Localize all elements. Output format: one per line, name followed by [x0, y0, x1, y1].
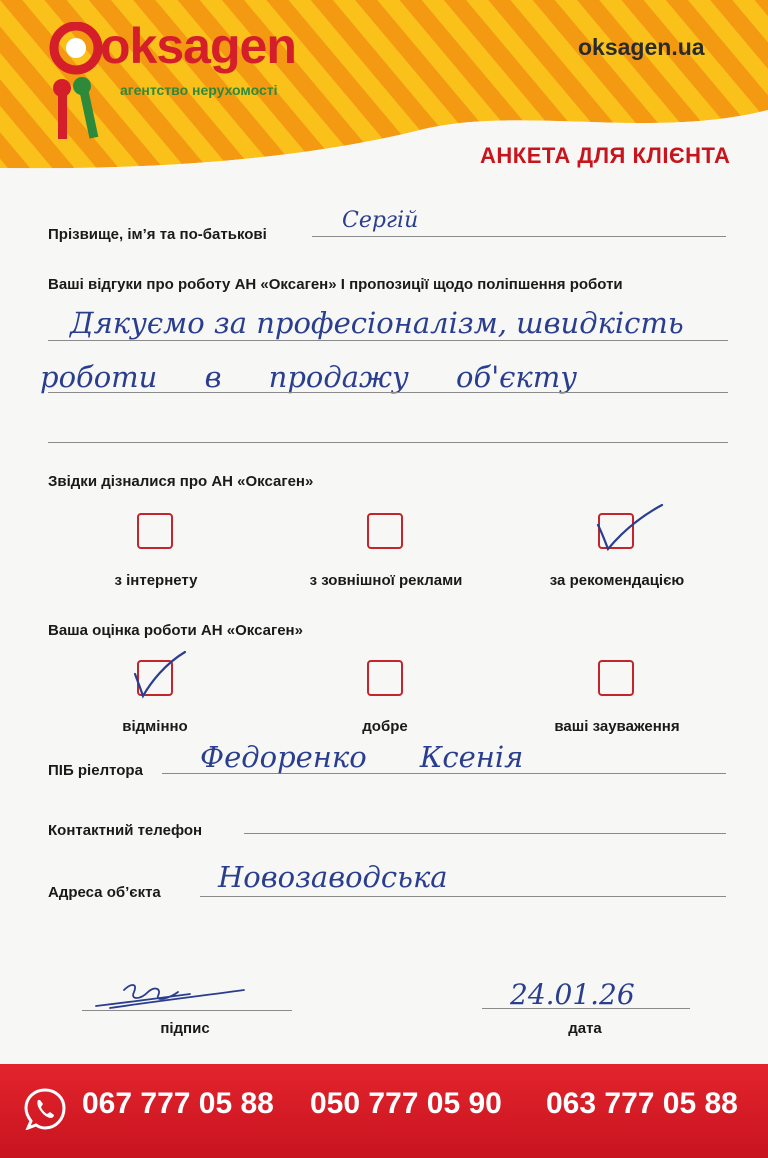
feedback-label: Ваші відгуки про роботу АН «Оксаген» І пропозиції щодо поліпшення роботи [48, 276, 623, 293]
feedback-rule-1 [48, 340, 728, 341]
check-mark-icon [596, 503, 666, 555]
source-ads-checkbox[interactable] [367, 513, 403, 549]
rating-remarks-label: ваші зауваження [554, 718, 680, 735]
check-mark-icon [133, 650, 189, 700]
rating-good-checkbox[interactable] [367, 660, 403, 696]
source-recommendation-checkbox[interactable] [598, 513, 634, 549]
logo-wordmark: oksagen [100, 18, 296, 74]
form-header [0, 0, 768, 175]
signature-line [82, 1010, 292, 1011]
name-line [312, 236, 726, 237]
realtor-value[interactable]: Федоренко Ксенія [200, 740, 524, 774]
feedback-line-1[interactable]: Дякуємо за професіоналізм, швидкість [70, 306, 684, 340]
phone-icon [24, 1088, 66, 1130]
form-title: АНКЕТА ДЛЯ КЛІЄНТА [480, 143, 731, 168]
rating-good-label: добре [362, 718, 408, 735]
realtor-label: ПІБ ріелтора [48, 762, 143, 779]
source-internet-label: з інтернету [114, 572, 198, 589]
address-label: Адреса об’єкта [48, 884, 161, 901]
source-recommendation-label: за рекомендацією [549, 572, 685, 589]
date-line [482, 1008, 690, 1009]
name-label: Прізвище, ім’я та по-батькові [48, 226, 267, 243]
rating-remarks-checkbox[interactable] [598, 660, 634, 696]
footer-phone-1[interactable]: 067 777 05 88 [82, 1087, 274, 1120]
address-value[interactable]: Новозаводська [218, 860, 448, 894]
handwritten-signature[interactable] [90, 978, 250, 1012]
feedback-rule-3 [48, 442, 728, 443]
address-line [200, 896, 726, 897]
source-internet-checkbox[interactable] [137, 513, 173, 549]
footer-phone-2[interactable]: 050 777 05 90 [310, 1087, 502, 1120]
source-ads-label: з зовнішної реклами [309, 572, 463, 589]
source-label: Звідки дізналися про АН «Оксаген» [48, 473, 314, 490]
website-link[interactable]: oksagen.ua [578, 34, 705, 60]
rating-excellent-label: відмінно [122, 718, 188, 735]
rating-label: Ваша оцінка роботи АН «Оксаген» [48, 622, 303, 639]
date-value[interactable]: 24.01.26 [510, 978, 635, 1011]
date-label: дата [568, 1020, 602, 1037]
footer-phone-3[interactable]: 063 777 05 88 [546, 1087, 738, 1120]
logo-subtitle: агентство нерухомості [120, 82, 278, 98]
phone-label: Контактний телефон [48, 822, 203, 839]
signature-label: підпис [160, 1020, 210, 1037]
rating-excellent-checkbox[interactable] [137, 660, 173, 696]
feedback-line-2[interactable]: роботи в продажу об'єкту [40, 360, 578, 394]
keys-logo-icon [48, 22, 108, 152]
name-value[interactable]: Сергій [342, 208, 419, 233]
phone-line [244, 833, 726, 834]
feedback-rule-2 [48, 392, 728, 393]
